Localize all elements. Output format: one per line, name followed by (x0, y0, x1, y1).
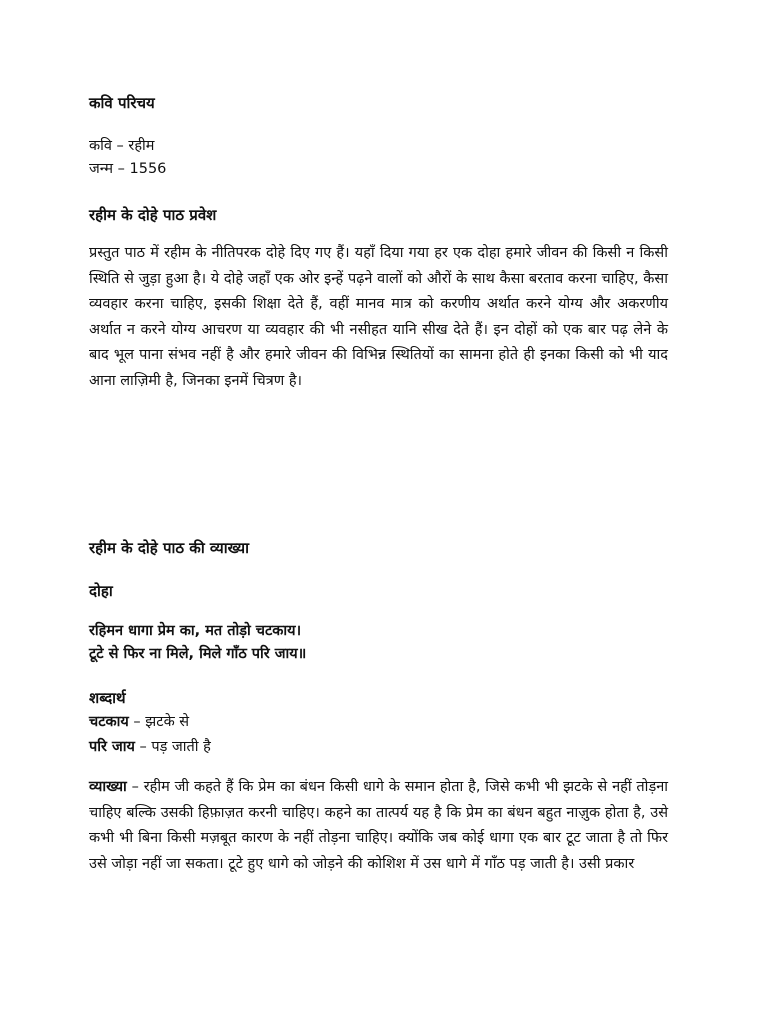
meaning-2: – पड़ जाती है (134, 739, 211, 755)
doha-label: दोहा (89, 582, 113, 600)
lesson-intro-paragraph: प्रस्तुत पाठ में रहीम के नीतिपरक दोहे दिए गए हैं। यहाँ दिया गया हर एक दोहा हमारे जीवन की किसी न किसी स्थिति से जुड़ा हुआ है। ये दोहे जहाँ एक ओर इन्हें पढ़ने वालों को औरों के साथ कैसा बरताव करना चाहिए, कैसा व्यवहार करना चाहिए, इसकी शिक्षा देते हैं, वहीं मानव मात्र को करणीय अर्थात करने योग्य और अकरणीय अर्थात न करने योग्य आचरण या व्यवहार की भी नसीहत यानि सीख देते हैं। इन दोहों को एक बार पढ़ लेने के बाद भूल पाना संभव नहीं है और हमारे जीवन की विभिन्न स्थितियों का सामना होते ही इनका किसी को भी याद आना लाज़िमी है, जिनका इनमें चित्रण है। (89, 245, 668, 389)
word-meaning-1 (89, 712, 668, 732)
explanation-heading: रहीम के दोहे पाठ की व्याख्या (89, 539, 250, 557)
word-1: चटकाय (89, 714, 129, 730)
word-meaning-2 (89, 737, 668, 757)
poet-name-line: कवि – रहीम (89, 138, 155, 154)
lesson-intro-heading: रहीम के दोहे पाठ प्रवेश (89, 206, 217, 224)
poet-intro-heading: कवि परिचय (89, 94, 155, 112)
meaning-1: – झटके से (128, 714, 190, 730)
word-2: परि जाय (89, 739, 135, 755)
explanation-text: – रहीम जी कहते हैं कि प्रेम का बंधन किसी धागे के समान होता है, जिसे कभी भी झटके से नहीं तोड़ना चाहिए बल्कि उसकी हिफ़ाज़त करनी चाहिए। कहने का तात्पर्य यह है कि प्रेम का बंधन बहुत नाज़ुक होता है, उसे कभी भी बिना किसी मज़बूत कारण के नहीं तोड़ना चाहिए। क्योंकि जब कोई धागा एक बार टूट जाता है तो फिर उसे जोड़ा नहीं जा सकता। टूटे हुए धागे को जोड़ने की कोशिश में उस धागे में गाँठ पड़ जाती है। उसी प्रकार (89, 779, 668, 872)
word-meaning-label: शब्दार्थ (89, 689, 126, 707)
explanation-paragraph (89, 775, 668, 877)
doha-line-1: रहिमन धागा प्रेम का, मत तोड़ो चटकाय। (89, 623, 302, 639)
doha-line-2: टूटे से फिर ना मिले, मिले गाँठ परि जाय॥ (89, 646, 307, 662)
explanation-label: व्याख्या (89, 779, 127, 795)
birth-year-line: जन्म – 1556 (89, 161, 167, 177)
doha-verse (89, 620, 668, 666)
